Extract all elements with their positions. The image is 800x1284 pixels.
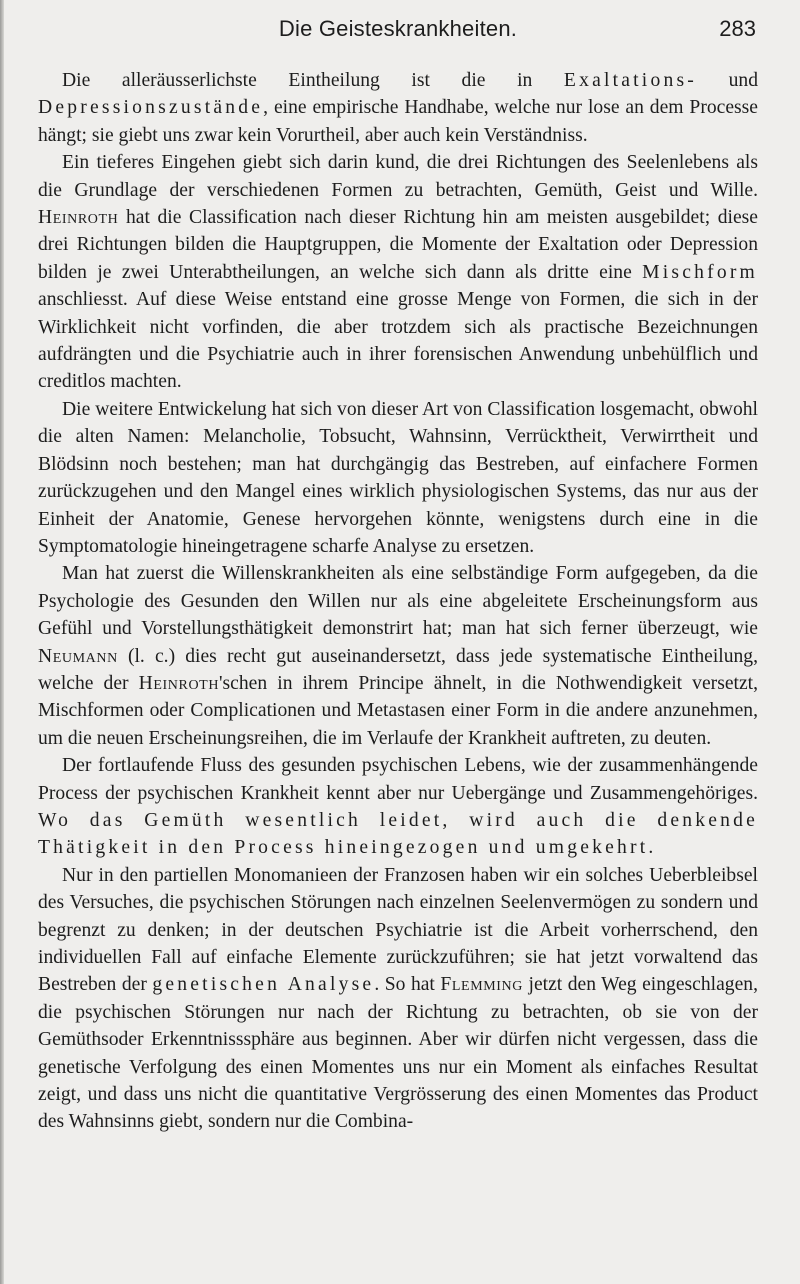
page-header — [38, 14, 758, 54]
text-run: anschliesst. Auf diese Weise entstand eine grosse Menge von Formen, die sich in der Wirklichkeit nicht vorfinden, die aber trotzdem sich als practische Bezeichnungen aufdrängten und die Psychiatrie auch in ihrer forensischen Anwendung unbehülflich und creditlos machten. — [38, 289, 758, 393]
text-run: und — [697, 70, 758, 91]
text-run: . So hat — [374, 974, 441, 996]
text-run: (l. c.) dies recht gut auseinandersetzt, dass jede systematische Eintheilung, welche der — [38, 645, 758, 694]
text-run: 'schen in ihrem Principe ähnelt, in die Nothwendigkeit versetzt, Mischformen oder Complicationen und Metastasen einer Form in die andere anzunehmen, um die neuen Erscheinungsreihen, die im Verlaufe der Krankheit auftreten, zu deuten. — [38, 672, 758, 749]
emphasized-text: Depressionszustände — [38, 97, 264, 119]
author-name: Heinroth — [38, 207, 119, 229]
paragraph — [38, 67, 758, 149]
author-name: Heinroth — [138, 672, 220, 694]
running-title: Die Geisteskrankheiten. — [278, 16, 518, 41]
author-name: Neumann — [38, 645, 118, 667]
paragraph — [38, 752, 758, 862]
text-run: Ein tieferes Eingehen giebt sich darin kund, die drei Richtungen des Seelenlebens als die Grundlage der verschiedenen Formen zu betrachten, Gemüth, Geist und Wille. — [38, 152, 758, 201]
paragraph — [38, 560, 758, 752]
text-run: jetzt den Weg eingeschlagen, die psychischen Störungen nur nach der Richtung zu betrachten, ob sie von der Gemüthsoder Erkenntnisssphäre aus beginnen. Aber wir dürfen nicht vergessen, dass die genetische Verfolgung des einen Momentes uns nur ein Moment als einfaches Resultat zeigt, und dass uns nicht die quantitative Vergrösserung des einen Momentes das Product des Wahnsinns giebt, sondern nur die Combina- — [38, 974, 758, 1133]
text-run: Der fortlaufende Fluss des gesunden psychischen Lebens, wie der zusammenhängende Process der psychischen Krankheit kennt aber nur Uebergänge und Zusammengehöriges. — [38, 755, 758, 804]
paragraph — [38, 396, 758, 560]
text-run: hat die Classification nach dieser Richtung hin am meisten ausgebildet; diese drei Richtungen bilden die Hauptgruppen, die Momente der Exaltation oder Depression bilden je zwei Unterabtheilungen, an welche sich dann als dritte eine — [38, 207, 758, 283]
text-run: Nur in den partiellen Monomanieen der Franzosen haben wir ein solches Ueberbleibsel des Versuches, die psychischen Störungen nach einzelnen Seelenvermögen zu sondern und begrenzt zu denken; in der deutschen Psychiatrie ist die Arbeit vorherrschend, den individuellen Fall auf einfache Elemente zurückzuführen; sie hat jetzt vorwaltend das Bestreben der — [38, 864, 758, 996]
author-name: Flemming — [440, 974, 523, 996]
emphasized-text: genetischen Analyse — [152, 974, 375, 996]
emphasized-text: Exaltations- — [563, 70, 697, 91]
emphasized-text: Wo das Gemüth wesentlich leidet, wird auch die denkende Thätigkeit in den Process hineingezogen und umgekehrt. — [38, 809, 758, 859]
paragraph — [38, 862, 758, 1136]
emphasized-text: Mischform — [642, 261, 758, 283]
page-number: 283 — [719, 16, 756, 41]
paragraph — [38, 149, 758, 396]
text-run: Die alleräusserlichste Eintheilung ist die in — [62, 70, 564, 91]
body-text — [38, 67, 758, 1136]
text-run: , eine empirische Handhabe, welche nur lose an dem Processe hängt; sie giebt uns zwar kein Vorurtheil, aber auch kein Verständniss. — [38, 97, 758, 146]
text-run: Man hat zuerst die Willenskrankheiten als eine selbständige Form aufgegeben, da die Psychologie des Gesunden den Willen nur als eine abgeleitete Erscheinungsform aus Gefühl und Vorstellungsthätigkeit demonstrirt hat; man hat sich ferner überzeugt, wie — [38, 563, 758, 640]
text-run: Die weitere Entwickelung hat sich von dieser Art von Classification losgemacht, obwohl die alten Namen: Melancholie, Tobsucht, Wahnsinn, Verrücktheit, Verwirrtheit und Blödsinn noch bestehen; man hat durchgängig das Bestreben, auf einfachere Formen zurückzugehen und den Mangel eines wirklich physiologischen Systems, das nur aus der Einheit der Anatomie, Genese hervorgehen könnte, wenigstens durch eine in die Symptomatologie hineingetragene scharfe Analyse zu ersetzen. — [38, 398, 758, 557]
book-page — [38, 14, 758, 1136]
page-binding-shadow — [0, 0, 4, 1284]
